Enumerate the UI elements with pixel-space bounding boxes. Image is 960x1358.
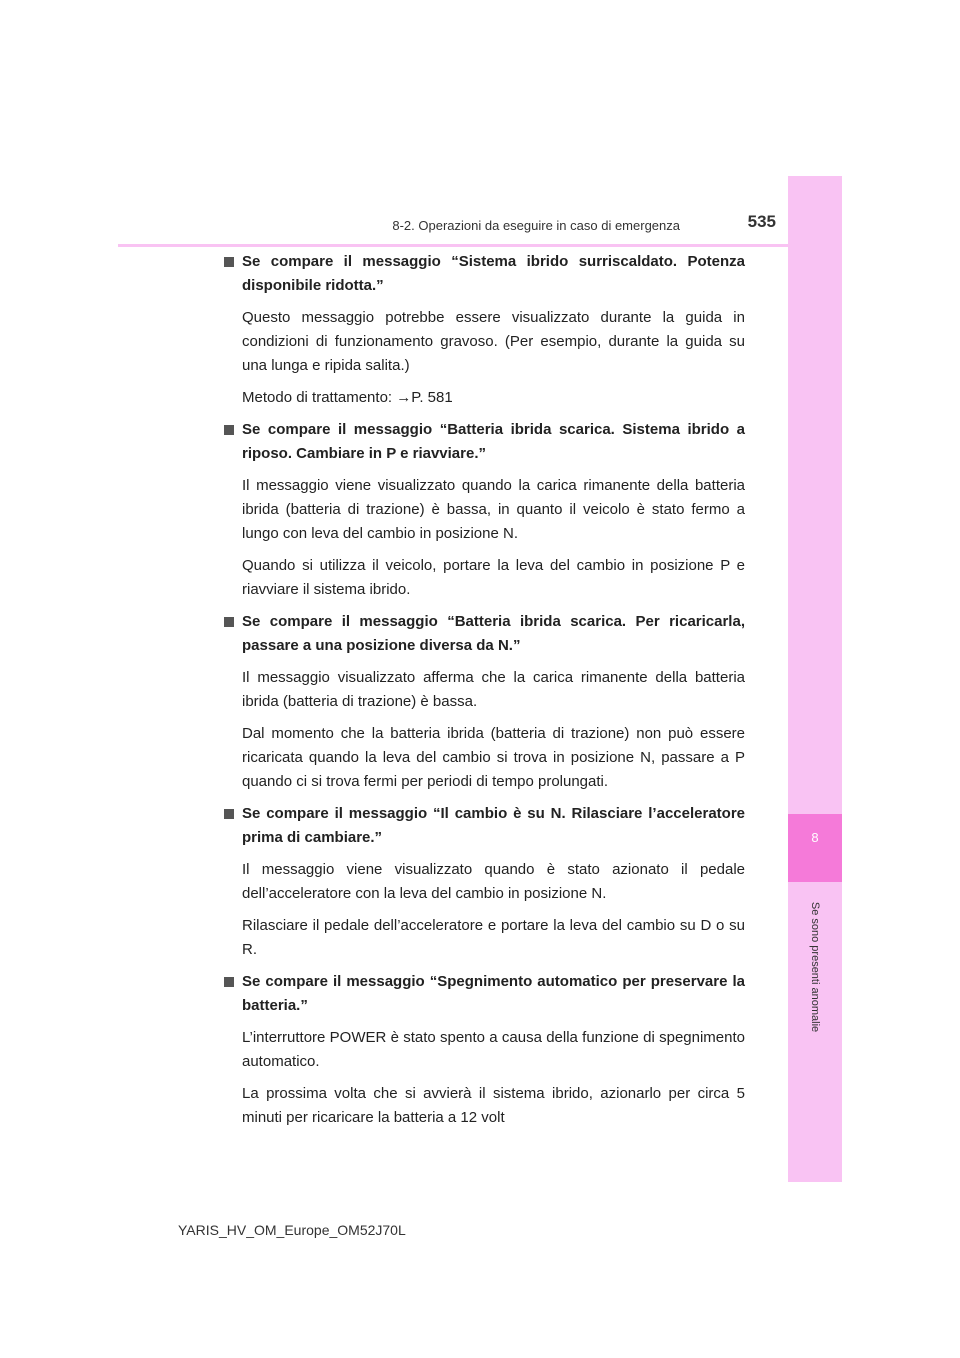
footer-doc-code: YARIS_HV_OM_Europe_OM52J70L <box>178 1222 406 1238</box>
entry-paragraph: Questo messaggio potrebbe essere visualizzato durante la guida in condizioni di funzionamento gravoso. (Per esempio, durante la guida su una lunga e ripida salita.) <box>242 309 745 374</box>
entry-paragraph: Rilasciare il pedale dell’acceleratore e portare la leva del cambio su D o su R. <box>242 917 745 958</box>
main-content <box>222 250 745 1138</box>
square-bullet-icon <box>224 617 234 627</box>
square-bullet-icon <box>224 257 234 267</box>
square-bullet-icon <box>224 977 234 987</box>
entry <box>222 250 745 410</box>
entry-heading-text: Se compare il messaggio “Batteria ibrida scarica. Per ricaricarla, passare a una posizione diversa da N.” <box>242 613 745 654</box>
entry-heading <box>222 970 745 1018</box>
entry-heading-text: Se compare il messaggio “Batteria ibrida scarica. Sistema ibrido a riposo. Cambiare in P e riavviare.” <box>242 421 745 462</box>
chapter-number: 8 <box>811 830 819 845</box>
entry-heading <box>222 418 745 466</box>
entry <box>222 418 745 602</box>
entry-paragraph: L’interruttore POWER è stato spento a causa della funzione di spegnimento automatico. <box>242 1029 745 1070</box>
chapter-tab <box>788 814 842 882</box>
entry-paragraph: Il messaggio viene visualizzato quando la carica rimanente della batteria ibrida (batteria di trazione) è bassa, in quanto il veicolo è stato fermo a lungo con leva del cambio in posizione N. <box>242 477 745 542</box>
entry <box>222 610 745 794</box>
entry-paragraph: Il messaggio viene visualizzato quando è stato azionato il pedale dell’acceleratore con la leva del cambio in posizione N. <box>242 861 745 902</box>
entry-heading-text: Se compare il messaggio “Sistema ibrido surriscaldato. Potenza disponibile ridotta.” <box>242 253 745 294</box>
entry <box>222 802 745 962</box>
chapter-label-container <box>780 892 850 1042</box>
header-divider <box>118 244 842 247</box>
entry-heading-text: Se compare il messaggio “Spegnimento automatico per preservare la batteria.” <box>242 973 745 1014</box>
entry <box>222 970 745 1130</box>
entry-paragraph: Metodo di trattamento: →P. 581 <box>242 389 453 406</box>
entry-heading <box>222 250 745 298</box>
chapter-label: Se sono presenti anomalie <box>809 901 821 1033</box>
entry-paragraph: Il messaggio visualizzato afferma che la carica rimanente della batteria ibrida (batteria di trazione) è bassa. <box>242 669 745 710</box>
section-title: 8-2. Operazioni da eseguire in caso di emergenza <box>392 218 680 233</box>
entry-paragraph: Quando si utilizza il veicolo, portare la leva del cambio in posizione P e riavviare il sistema ibrido. <box>242 557 745 598</box>
page-number: 535 <box>747 212 776 231</box>
square-bullet-icon <box>224 425 234 435</box>
square-bullet-icon <box>224 809 234 819</box>
entry-heading-text: Se compare il messaggio “Il cambio è su N. Rilasciare l’acceleratore prima di cambiare.” <box>242 805 745 846</box>
entry-heading <box>222 610 745 658</box>
entry-paragraph: Dal momento che la batteria ibrida (batteria di trazione) non può essere ricaricata quando la leva del cambio si trova in posizione N, passare a P quando ci si trova fermi per periodi di tempo prolungati. <box>242 725 745 790</box>
entry-paragraph: La prossima volta che si avvierà il sistema ibrido, azionarlo per circa 5 minuti per ricaricare la batteria a 12 volt <box>242 1085 745 1126</box>
entry-heading <box>222 802 745 850</box>
